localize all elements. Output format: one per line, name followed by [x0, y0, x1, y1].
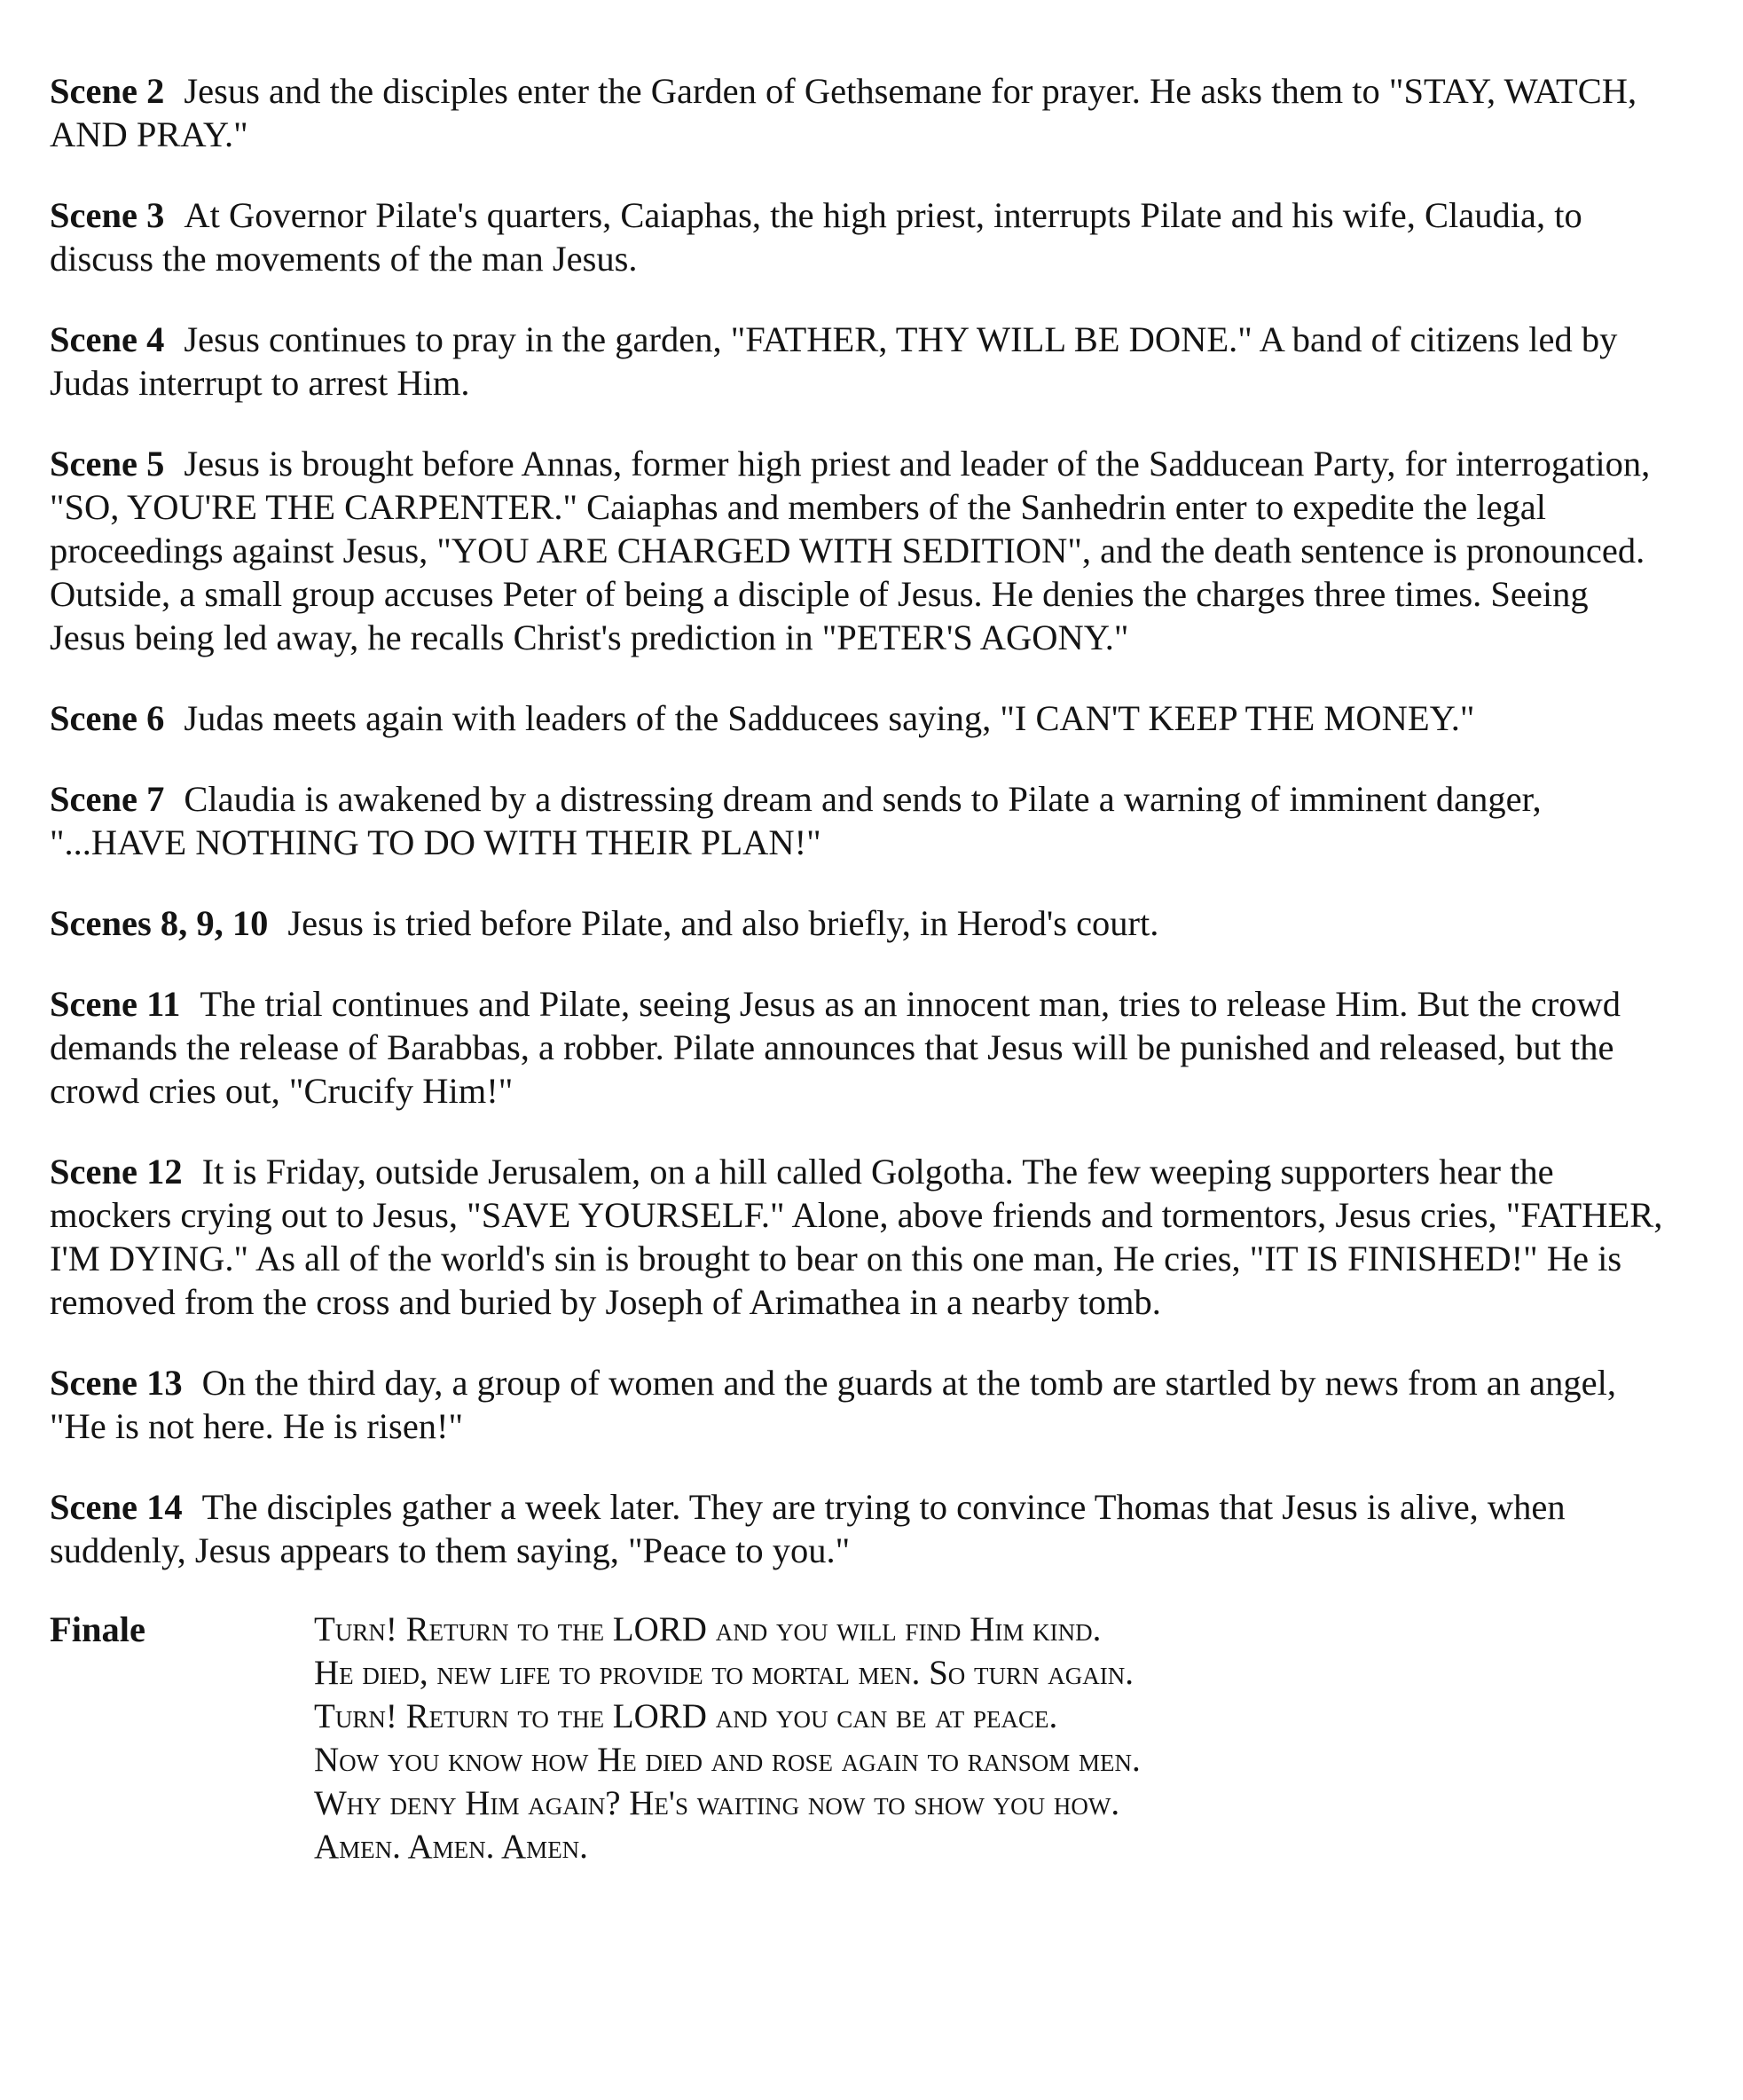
scene-label: Scenes 8, 9, 10	[50, 903, 269, 943]
scene-description: On the third day, a group of women and the guards at the tomb are startled by news from an angel, "He is not here. He is risen!"	[50, 1363, 1617, 1446]
finale-lyric-line: Why deny Him again? He's waiting now to show you how.	[314, 1784, 1120, 1822]
scene-6	[50, 696, 1673, 740]
finale-label: Finale	[50, 1609, 145, 1649]
scene-description: Jesus is tried before Pilate, and also briefly, in Herod's court.	[287, 903, 1159, 943]
scene-description: It is Friday, outside Jerusalem, on a hill called Golgotha. The few weeping supporters hear the mockers crying out to Jesus, "SAVE YOURSELF." Alone, above friends and tormentors, Jesus cries, "FATHER, I'M DYING." As all of the world's sin is brought to bear on this one man, He cries, "IT IS FINISHED!" He is removed from the cross and buried by Joseph of Arimathea in a nearby tomb.	[50, 1152, 1663, 1322]
finale-lyric-line: He died, new life to provide to mortal men. So turn again.	[314, 1654, 1135, 1692]
scene-label: Scene 7	[50, 779, 165, 819]
scene-label: Scene 6	[50, 698, 165, 738]
finale-lyric-line: Amen. Amen. Amen.	[314, 1828, 588, 1866]
scene-description: Jesus and the disciples enter the Garden of Gethsemane for prayer. He asks them to "STAY, WATCH, AND PRAY."	[50, 71, 1637, 154]
finale-lyrics	[314, 1608, 1141, 1868]
scene-description: At Governor Pilate's quarters, Caiaphas, the high priest, interrupts Pilate and his wife, Claudia, to discuss the movements of the man Jesus.	[50, 195, 1582, 279]
scene-label: Scene 11	[50, 984, 181, 1024]
scene-label: Scene 13	[50, 1363, 183, 1403]
scene-4	[50, 318, 1673, 405]
scene-description: Claudia is awakened by a distressing dream and sends to Pilate a warning of imminent danger, "...HAVE NOTHING TO DO WITH THEIR PLAN!"	[50, 779, 1542, 862]
scene-label: Scene 12	[50, 1152, 183, 1192]
synopsis-page	[50, 69, 1673, 1868]
scene-label: Scene 14	[50, 1487, 183, 1527]
scene-2	[50, 69, 1673, 156]
scenes-8-9-10	[50, 901, 1673, 945]
scene-13	[50, 1361, 1673, 1448]
scene-5	[50, 442, 1673, 659]
scene-12	[50, 1150, 1673, 1324]
scene-14	[50, 1485, 1673, 1572]
scene-7	[50, 777, 1673, 864]
finale	[50, 1608, 1673, 1868]
scene-description: Jesus continues to pray in the garden, "FATHER, THY WILL BE DONE." A band of citizens led by Judas interrupt to arrest Him.	[50, 319, 1618, 403]
scene-description: The disciples gather a week later. They are trying to convince Thomas that Jesus is alive, when suddenly, Jesus appears to them saying, "Peace to you."	[50, 1487, 1566, 1570]
scene-11	[50, 982, 1673, 1113]
scene-label: Scene 5	[50, 444, 165, 484]
scene-label: Scene 2	[50, 71, 165, 111]
scene-label: Scene 3	[50, 195, 165, 235]
scene-description: Judas meets again with leaders of the Sadducees saying, "I CAN'T KEEP THE MONEY."	[184, 698, 1475, 738]
scene-3	[50, 193, 1673, 280]
scene-description: The trial continues and Pilate, seeing Jesus as an innocent man, tries to release Him. But the crowd demands the release of Barabbas, a robber. Pilate announces that Jesus will be punished and released, but the crowd cries out, "Crucify Him!"	[50, 984, 1621, 1111]
finale-lyric-line: Turn! Return to the LORD and you can be at peace.	[314, 1697, 1058, 1735]
scene-description: Jesus is brought before Annas, former high priest and leader of the Sadducean Party, for interrogation, "SO, YOU'RE THE CARPENTER." Caiaphas and members of the Sanhedrin enter to expedite the legal proceedings against Jesus, "YOU ARE CHARGED WITH SEDITION", and the death sentence is pronounced. Outside, a small group accuses Peter of being a disciple of Jesus. He denies the charges three times. Seeing Jesus being led away, he recalls Christ's prediction in "PETER'S AGONY."	[50, 444, 1651, 657]
finale-lyric-line: Turn! Return to the LORD and you will find Him kind.	[314, 1610, 1102, 1648]
scene-label: Scene 4	[50, 319, 165, 359]
finale-lyric-line: Now you know how He died and rose again to ransom men.	[314, 1741, 1141, 1779]
